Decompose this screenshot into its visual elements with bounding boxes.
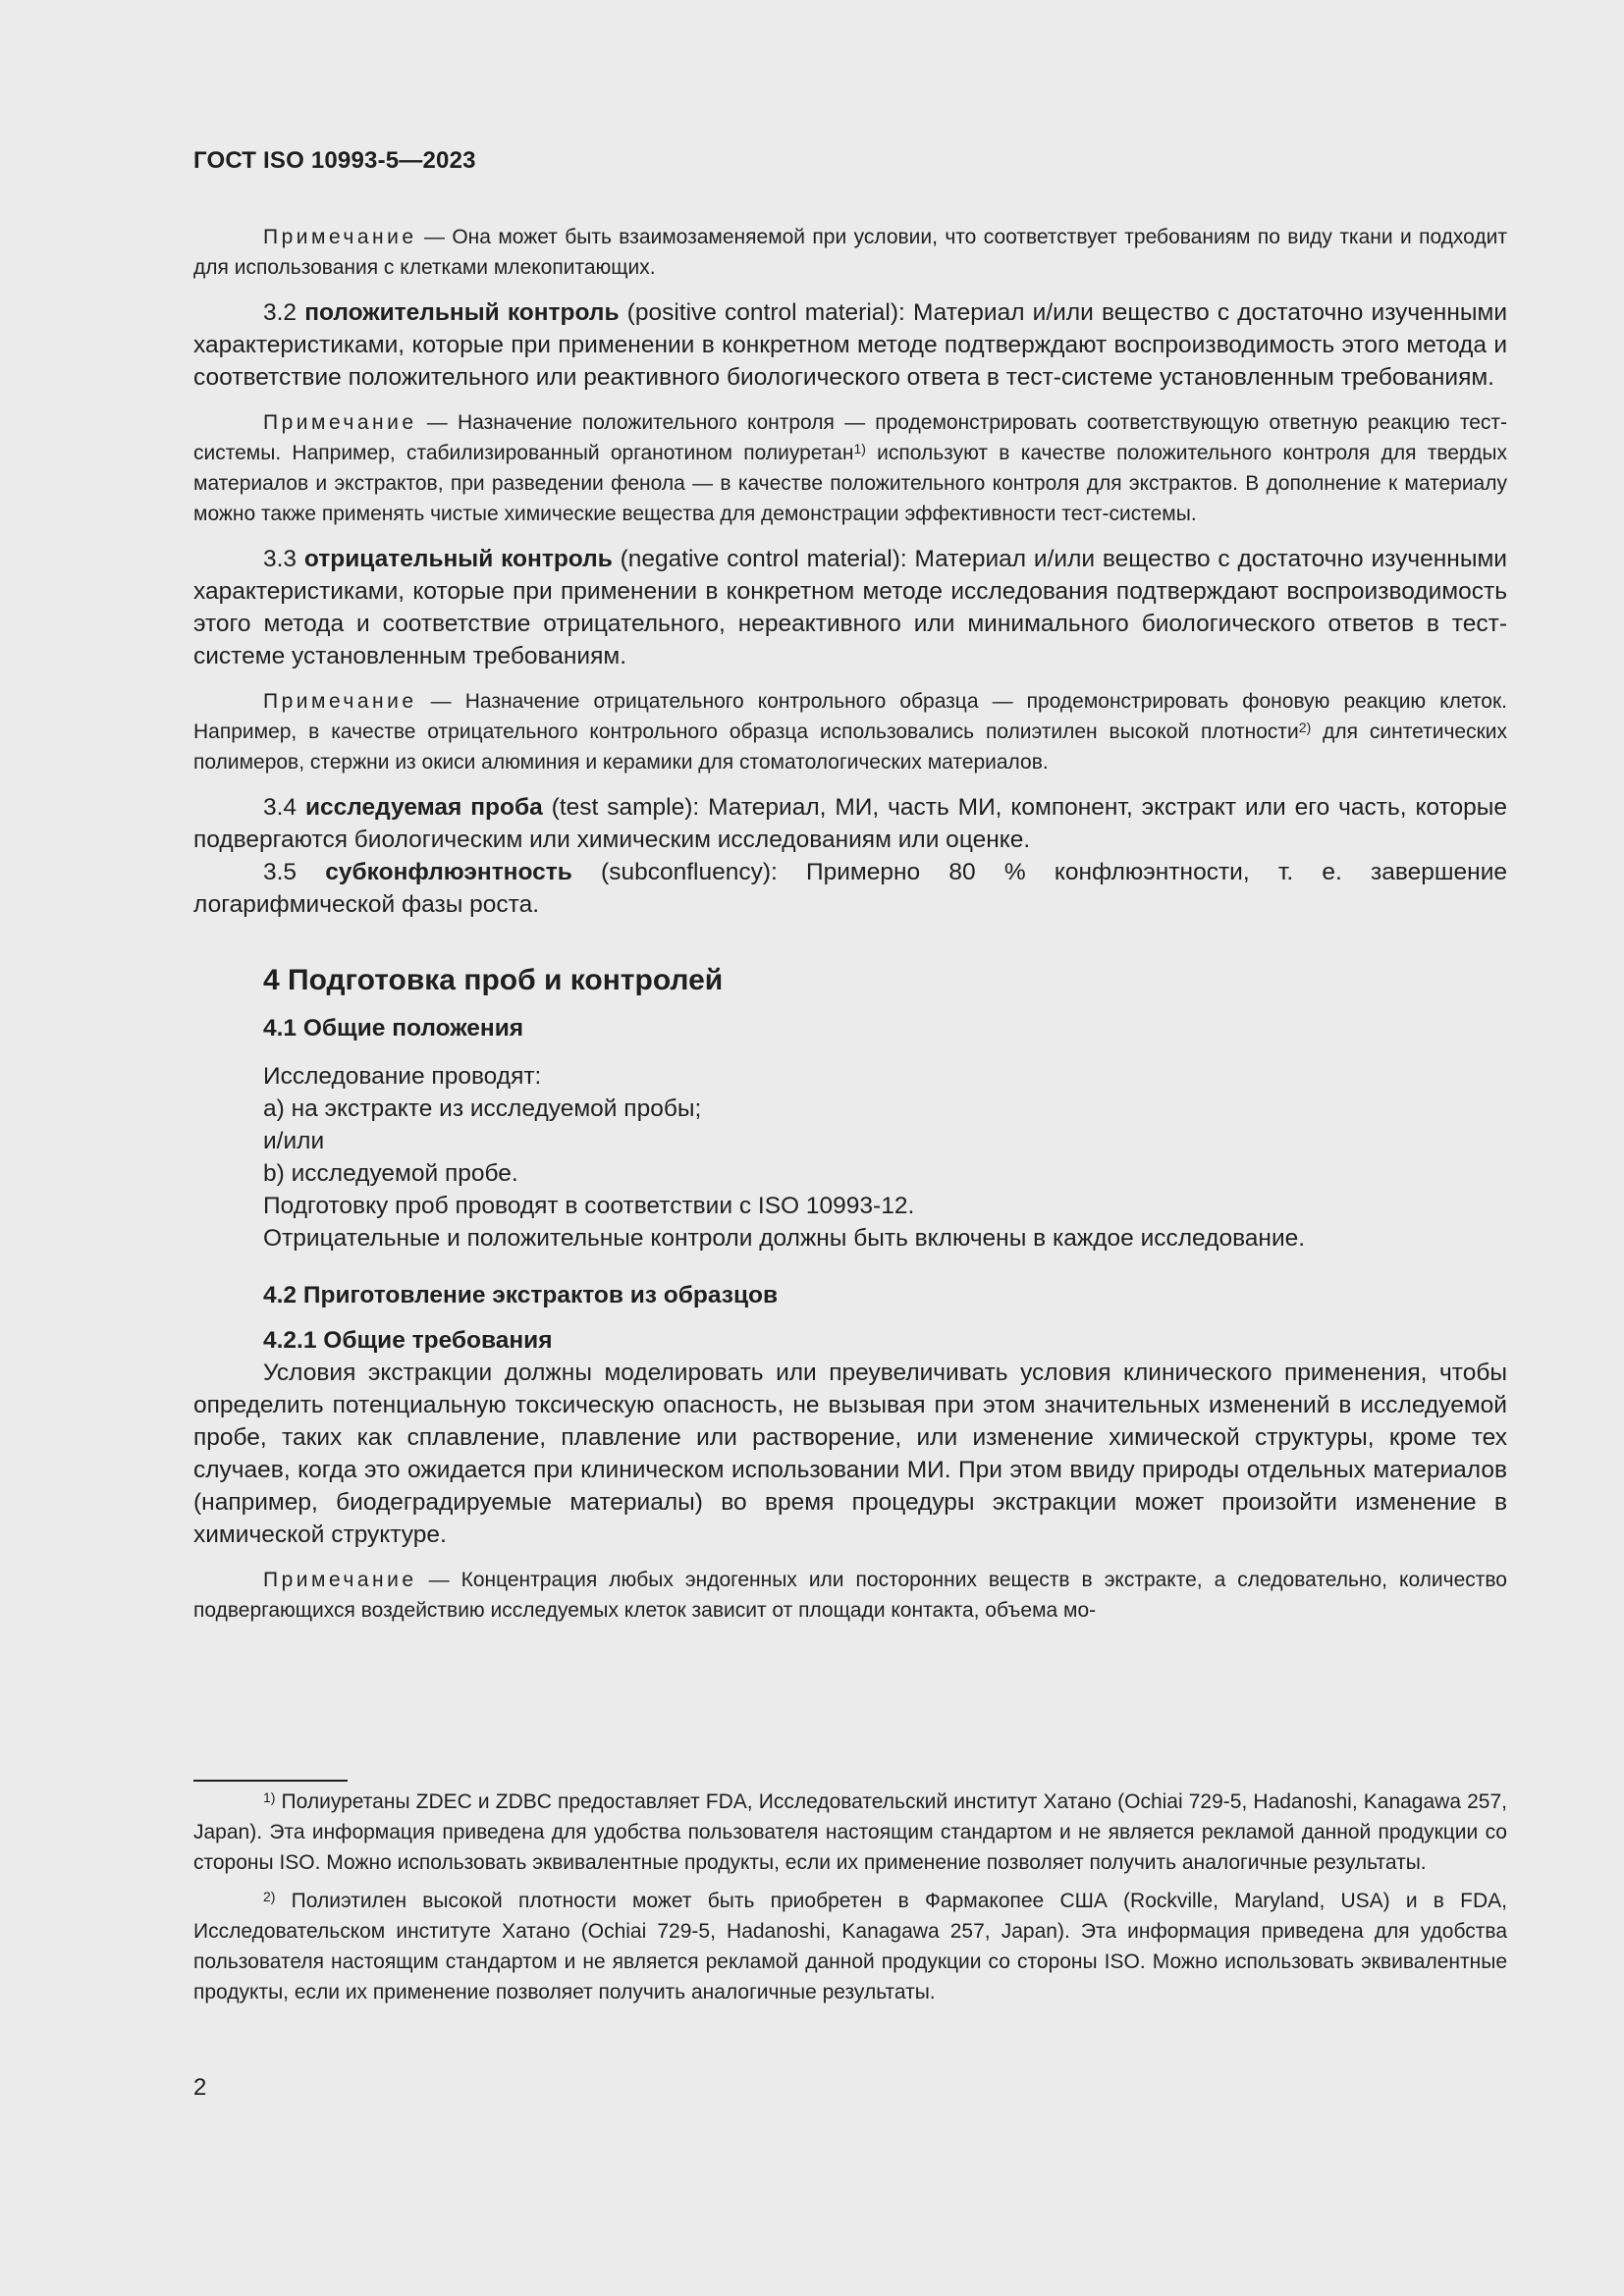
list-item: Исследование проводят: [263, 1063, 542, 1090]
footnotes [193, 1787, 1507, 2015]
note-label: Примечание [263, 226, 417, 248]
section-heading-4-2: 4.2 Приготовление экстрактов из образцов [263, 1282, 779, 1308]
definition-3-4: 3.4 исследуемая проба (test sample): Материал, МИ, часть МИ, компонент, экстракт или его часть, которые подвергаются биологическим или химическим исследованиям или оценке. [193, 794, 1508, 853]
footnote-mark: 2) [263, 1889, 276, 1904]
note-3-3: Примечание — Назначение отрицательного контрольного образца — продемонстрировать фоновую реакцию клеток. Например, в качестве отрицательного контрольного образца использовались полиэтилен высокой плотности$^{2)}$ для синтетических полимеров, стержни из окиси алюминия и керамики для стоматологических материалов. [193, 690, 1507, 774]
list-item: b) исследуемой пробе. [263, 1160, 518, 1187]
page-number: 2 [193, 2074, 207, 2101]
definition-3-2: 3.2 положительный контроль (positive control material): Материал и/или вещество с достаточно изученными характеристиками, которые при применении в конкретном методе подтверждают воспроизводимость этого метода и соответствие положительного или реактивного биологического ответа в тест-системе установленным требованиям. [193, 299, 1508, 391]
note-3-2: Примечание — Назначение положительного контроля — продемонстрировать соответствующую ответную реакцию тест-системы. Например, стабилизированный органотином полиуретан$^{1)}$ используют в качестве положительного контроля для твердых материалов и экстрактов, при разведении фенола — в качестве положительного контроля для экстрактов. В дополнение к материалу можно также применять чистые химические вещества для демонстрации эффективности тест-системы. [193, 411, 1507, 525]
term: положительный контроль [304, 299, 620, 326]
section-heading-4-2-1: 4.2.1 Общие требования [263, 1327, 553, 1354]
list-item: a) на экстракте из исследуемой пробы; [263, 1095, 702, 1122]
document-header: ГОСТ ISO 10993-5—2023 [193, 147, 476, 174]
section-heading-4: 4 Подготовка проб и контролей [263, 964, 724, 996]
note-label: Примечание [263, 411, 417, 434]
footnote-ref-2: 2) [1298, 720, 1312, 735]
list-item: и/или [263, 1128, 325, 1154]
footnote-separator [193, 1780, 348, 1782]
footnote-1: $^{1)}$ Полиуретаны ZDEC и ZDBC предоставляет FDA, Исследовательский институт Хатано (Ochiai 729-5, Hadanoshi, Kanagawa 257, Japan). Эта информация приведена для удобства пользователя настоящим стандартом и не является рекламой данной продукции со стороны ISO. Можно использовать эквивалентные продукты, если их применение позволяет получить аналогичные результаты. [193, 1789, 1507, 1874]
list-4-1 [193, 1060, 1507, 1255]
note-label: Примечание [263, 1569, 417, 1591]
section-heading-4-1: 4.1 Общие положения [263, 1015, 524, 1041]
list-item: Отрицательные и положительные контроли должны быть включены в каждое исследование. [263, 1225, 1306, 1252]
definition-3-5: 3.5 субконфлюэнтность (subconfluency): Примерно 80 % конфлюэнтности, т. е. завершение логарифмической фазы роста. [193, 859, 1508, 918]
term: отрицательный контроль [303, 546, 613, 572]
footnote-mark: 1) [263, 1789, 276, 1805]
definition-3-3: 3.3 отрицательный контроль (negative control material): Материал и/или вещество с достаточно изученными характеристиками, которые при применении в конкретном методе исследования подтверждают воспроизводимость этого метода и соответствие отрицательного, нереактивного или минимального биологического ответов в тест-системе установленным требованиям. [193, 546, 1507, 669]
list-item: Подготовку проб проводят в соответствии с ISO 10993-12. [263, 1193, 915, 1219]
main-content [193, 222, 1507, 1639]
note-4-2-1: Примечание — Концентрация любых эндогенных или посторонних веществ в экстракте, а следовательно, количество подвергающихся воздействию исследуемых клеток зависит от площади контакта, объема мо- [193, 1569, 1507, 1622]
paragraph-4-2-1: Условия экстракции должны моделировать или преувеличивать условия клинического применения, чтобы определить потенциальную токсическую опасность, не вызывая при этом значительных изменений в исследуемой пробе, таких как сплавление, плавление или растворение, или изменение химической структуры, кроме тех случаев, когда это ожидается при клиническом использовании МИ. При этом ввиду природы отдельных материалов (например, биодеградируемые материалы) во время процедуры экстракции может произойти изменение в химической структуре. [193, 1360, 1507, 1548]
note-label: Примечание [263, 690, 417, 713]
term: исследуемая проба [304, 794, 543, 821]
term: субконфлюэнтность [325, 859, 572, 885]
footnote-ref-1: 1) [853, 441, 866, 456]
note-intro: Примечание — Она может быть взаимозаменяемой при условии, что соответствует требованиям по виду ткани и подходит для использования с клетками млекопитающих. [193, 226, 1507, 279]
footnote-2: $^{2)}$ Полиэтилен высокой плотности может быть приобретен в Фармакопее США (Rockville, Maryland, USA) и в FDA, Исследовательском институте Хатано (Ochiai 729-5, Hadanoshi, Kanagawa 257, Japan). Эта информация приведена для удобства пользователя настоящим стандартом и не является рекламой данной продукции со стороны ISO. Можно использовать эквивалентные продукты, если их применение позволяет получить аналогичные результаты. [193, 1889, 1507, 2003]
